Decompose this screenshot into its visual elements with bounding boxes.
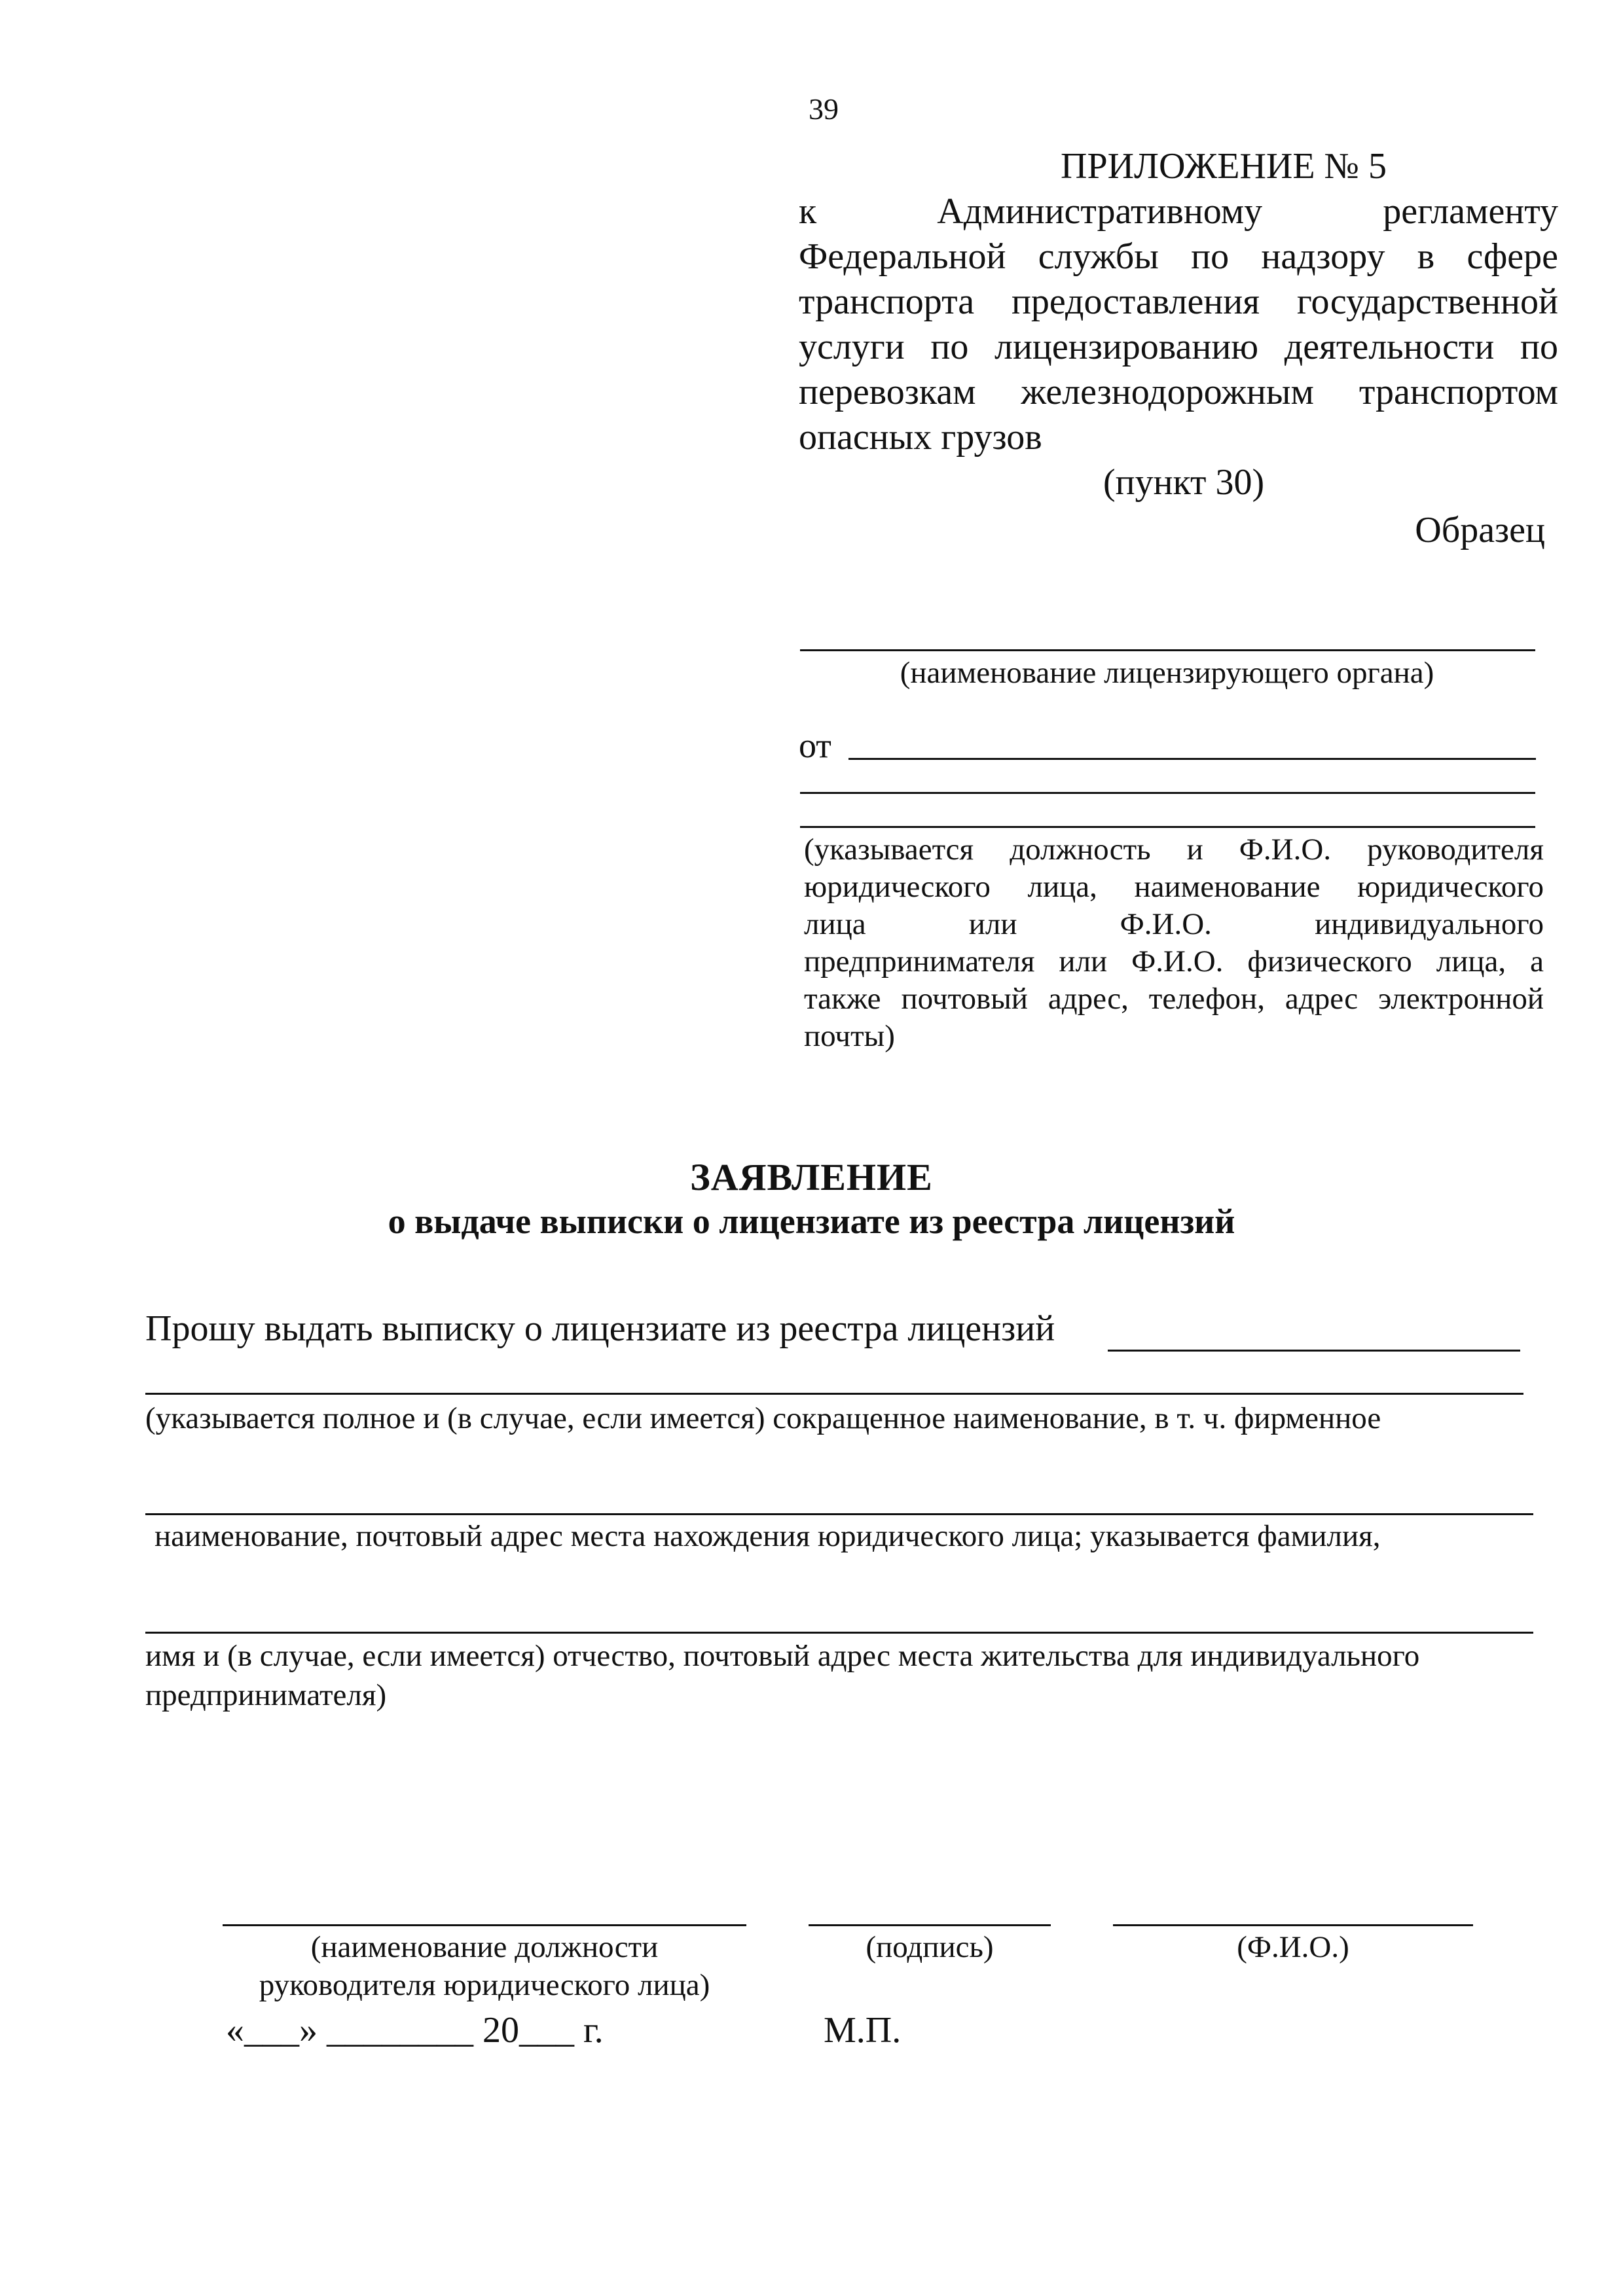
appendix-line-4: услуги по лицензированию деятельности по	[799, 327, 1558, 367]
appendix-line-1: к Административному регламенту	[799, 191, 1558, 232]
licensing-authority-field-line[interactable]	[800, 649, 1535, 651]
appendix-line-2: Федеральной службы по надзору в сфере	[799, 236, 1558, 277]
date-field[interactable]: «___» ________ 20___ г.	[226, 2010, 604, 2051]
signature-field-line[interactable]	[809, 1924, 1051, 1926]
position-field-line[interactable]	[223, 1924, 746, 1926]
licensee-caption-2: наименование, почтовый адрес места нахождения юридического лица; указывается фамилия,	[155, 1519, 1381, 1553]
applicant-caption-line-3: лица или Ф.И.О. индивидуального	[804, 907, 1544, 941]
licensee-field-line-2[interactable]	[145, 1393, 1523, 1395]
position-caption-line-1: (наименование должности	[310, 1930, 659, 1964]
appendix-point: (пункт 30)	[1103, 462, 1265, 503]
fio-caption: (Ф.И.О.)	[1237, 1930, 1349, 1964]
licensing-authority-caption: (наименование лицензирующего органа)	[900, 656, 1434, 690]
applicant-caption-line-1: (указывается должность и Ф.И.О. руководителя	[804, 833, 1544, 867]
licensee-caption-3: имя и (в случае, если имеется) отчество, почтовый адрес места жительства для индивидуального предпринимателя)	[145, 1639, 1420, 1712]
appendix-line-3: транспорта предоставления государственной	[799, 281, 1558, 322]
applicant-caption-line-6: почты)	[804, 1019, 895, 1053]
applicant-caption	[804, 831, 1544, 1055]
licensee-field-line-4[interactable]	[145, 1632, 1533, 1634]
fio-field-line[interactable]	[1113, 1924, 1473, 1926]
position-caption-line-2: руководителя юридического лица)	[259, 1968, 710, 2002]
signature-caption: (подпись)	[866, 1930, 994, 1964]
appendix-title: ПРИЛОЖЕНИЕ № 5	[1061, 146, 1387, 187]
applicant-field-line-2[interactable]	[800, 792, 1535, 794]
applicant-field-line-1[interactable]	[848, 758, 1536, 760]
applicant-caption-line-5: также почтовый адрес, телефон, адрес электронной	[804, 982, 1544, 1016]
stamp-label: М.П.	[824, 2010, 902, 2051]
from-label: от	[799, 726, 831, 765]
applicant-caption-line-2: юридического лица, наименование юридического	[804, 870, 1544, 904]
statement-subtitle: о выдаче выписки о лицензиате из реестра лицензий	[388, 1202, 1235, 1241]
position-caption	[223, 1928, 746, 2004]
sample-label: Образец	[1415, 510, 1545, 550]
appendix-line-5: перевозкам железнодорожным транспортом	[799, 372, 1558, 412]
applicant-caption-line-4: предпринимателя или Ф.И.О. физического лица, а	[804, 944, 1544, 978]
page-number: 39	[809, 92, 839, 126]
licensee-caption-1: (указывается полное и (в случае, если имеется) сокращенное наименование, в т. ч. фирменное	[145, 1401, 1381, 1435]
appendix-block	[799, 144, 1558, 553]
appendix-line-6: опасных грузов	[799, 417, 1042, 457]
statement-title: ЗАЯВЛЕНИЕ	[690, 1156, 933, 1198]
request-text: Прошу выдать выписку о лицензиате из реестра лицензий	[145, 1308, 1055, 1349]
applicant-field-line-3[interactable]	[800, 826, 1535, 828]
licensee-field-line-1[interactable]	[1108, 1350, 1520, 1352]
licensee-field-line-3[interactable]	[145, 1513, 1533, 1515]
